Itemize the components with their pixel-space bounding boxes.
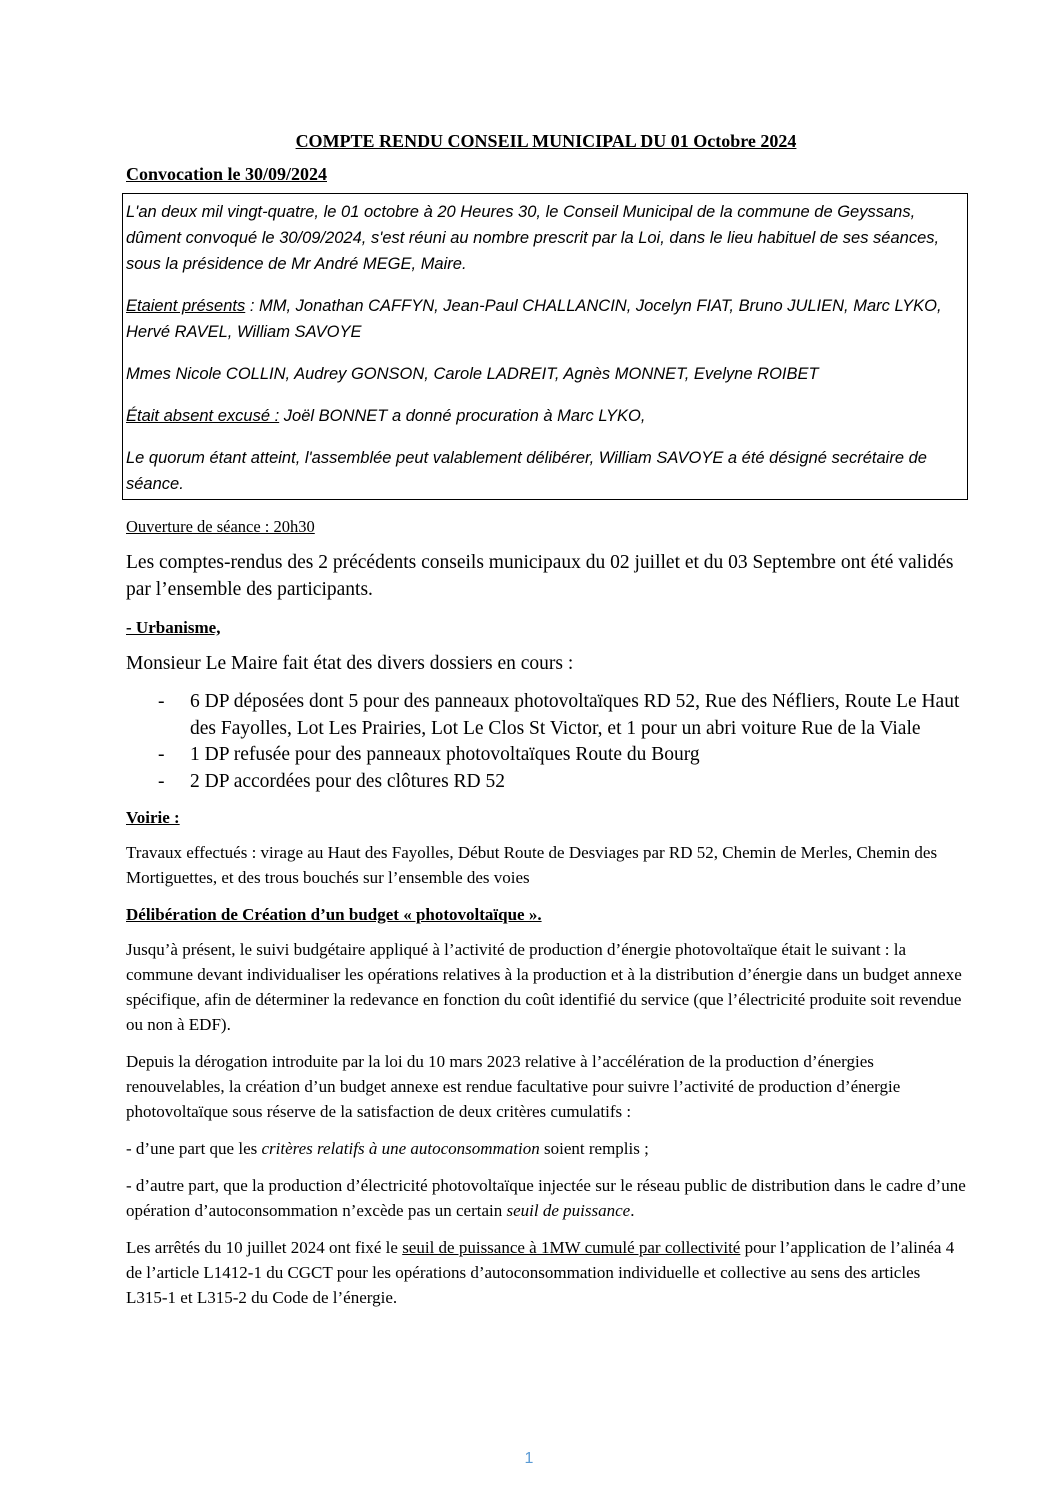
text-run: Les arrêtés du 10 juillet 2024 ont fixé le (126, 1238, 403, 1257)
list-item (126, 769, 966, 796)
quorum-paragraph: Le quorum étant atteint, l'assemblée peut valablement délibérer, William SAVOYE a été désigné secrétaire de séance. (126, 449, 927, 493)
presents-label: Etaient présents (126, 297, 246, 315)
underlined-run: seuil de puissance à 1MW cumulé par collectivité (402, 1238, 741, 1257)
mmes-paragraph: Mmes Nicole COLLIN, Audrey GONSON, Carole LADREIT, Agnès MONNET, Evelyne ROIBET (126, 365, 819, 383)
list-dash: - (158, 691, 165, 712)
italic-run: seuil de puissance (506, 1201, 631, 1220)
italic-run: critères relatifs à une autoconsommation (261, 1139, 540, 1158)
list-item (126, 689, 966, 742)
list-dash: - (158, 770, 165, 792)
session-opening: Ouverture de séance : 20h30 (126, 517, 315, 536)
validation-paragraph: Les comptes-rendus des 2 précédents conseils municipaux du 02 juillet et du 03 Septembre ont été validés par l’ensemble des participants. (126, 552, 954, 600)
list-item-text: 2 DP accordées pour des clôtures RD 52 (190, 770, 505, 792)
list-dash: - (158, 744, 165, 765)
deliberation-paragraph-5 (126, 1235, 966, 1310)
page-number: 1 (524, 1450, 534, 1467)
text-run: - d’une part que les (126, 1139, 262, 1158)
list-item (126, 742, 966, 769)
text-run: - d’autre part, que la production d’électricité photovoltaïque injectée sur le réseau public de distribution dans le cadre d’une opération d’autoconsommation n’excède pas un certain (126, 1176, 966, 1220)
session-intro: L'an deux mil vingt-quatre, le 01 octobre à 20 Heures 30, le Conseil Municipal de la commune de Geyssans, dûment convoqué le 30/09/2024, s'est réuni au nombre prescrit par la Loi, dans le lieu habituel de ses séances, sous la présidence de Mr André MEGE, Maire. (126, 203, 940, 273)
convocation-date: Convocation le 30/09/2024 (126, 164, 327, 184)
urbanisme-list (126, 689, 966, 795)
list-item-text: 6 DP déposées dont 5 pour des panneaux photovoltaïques RD 52, Rue des Néfliers, Route Le Haut des Fayolles, Lot Les Prairies, Lot Le Clos St Victor, et 1 pour un abri voiture Rue de la Viale (190, 691, 960, 739)
document-page (126, 125, 966, 1322)
presents-paragraph (126, 293, 963, 345)
deliberation-paragraph-3 (126, 1136, 966, 1161)
presents-list: : MM, Jonathan CAFFYN, Jean-Paul CHALLANCIN, Jocelyn FIAT, Bruno JULIEN, Marc LYKO, Hervé RAVEL, William SAVOYE (126, 297, 942, 341)
text-run: pour l’application de l’alinéa 4 de l’article L1412-1 du CGCT pour les opérations d’autoconsommation individuelle et collective au sens des articles L315-1 et L315-2 du Code de l’énergie. (126, 1238, 955, 1307)
deliberation-paragraph-1: Jusqu’à présent, le suivi budgétaire appliqué à l’activité de production d’énergie photovoltaïque était le suivant : la commune devant individualiser les opérations relatives à la production et à la distribution d’énergie dans un budget annexe spécifique, afin de déterminer la redevance en fonction du coût identifié du service (que l’électricité produite soit revendue ou non à EDF). (126, 940, 962, 1034)
voirie-heading: Voirie : (126, 808, 180, 827)
deliberation-heading: Délibération de Création d’un budget « photovoltaïque ». (126, 905, 542, 924)
deliberation-paragraph-4 (126, 1173, 966, 1223)
document-title: COMPTE RENDU CONSEIL MUNICIPAL DU 01 Octobre 2024 (295, 131, 797, 151)
text-run: soient remplis ; (539, 1139, 649, 1158)
text-run: . (630, 1201, 635, 1220)
absent-text: Joël BONNET a donné procuration à Marc LYKO, (279, 407, 646, 425)
urbanisme-intro: Monsieur Le Maire fait état des divers dossiers en cours : (126, 653, 574, 674)
deliberation-paragraph-2: Depuis la dérogation introduite par la loi du 10 mars 2023 relative à l’accélération de la production d’énergies renouvelables, la création d’un budget annexe est rendue facultative pour suivre l’activité de production d’énergie photovoltaïque sous réserve de la satisfaction de deux critères cumulatifs : (126, 1052, 901, 1121)
voirie-paragraph: Travaux effectués : virage au Haut des Fayolles, Début Route de Desviages par RD 52, Chemin de Merles, Chemin des Mortiguettes, et des trous bouchés sur l’ensemble des voies (126, 843, 938, 887)
absent-paragraph (126, 403, 963, 429)
session-info-box (122, 193, 968, 500)
urbanisme-heading: - Urbanisme, (126, 618, 221, 637)
absent-label: Était absent excusé : (126, 407, 280, 425)
list-item-text: 1 DP refusée pour des panneaux photovoltaïques Route du Bourg (190, 744, 700, 765)
